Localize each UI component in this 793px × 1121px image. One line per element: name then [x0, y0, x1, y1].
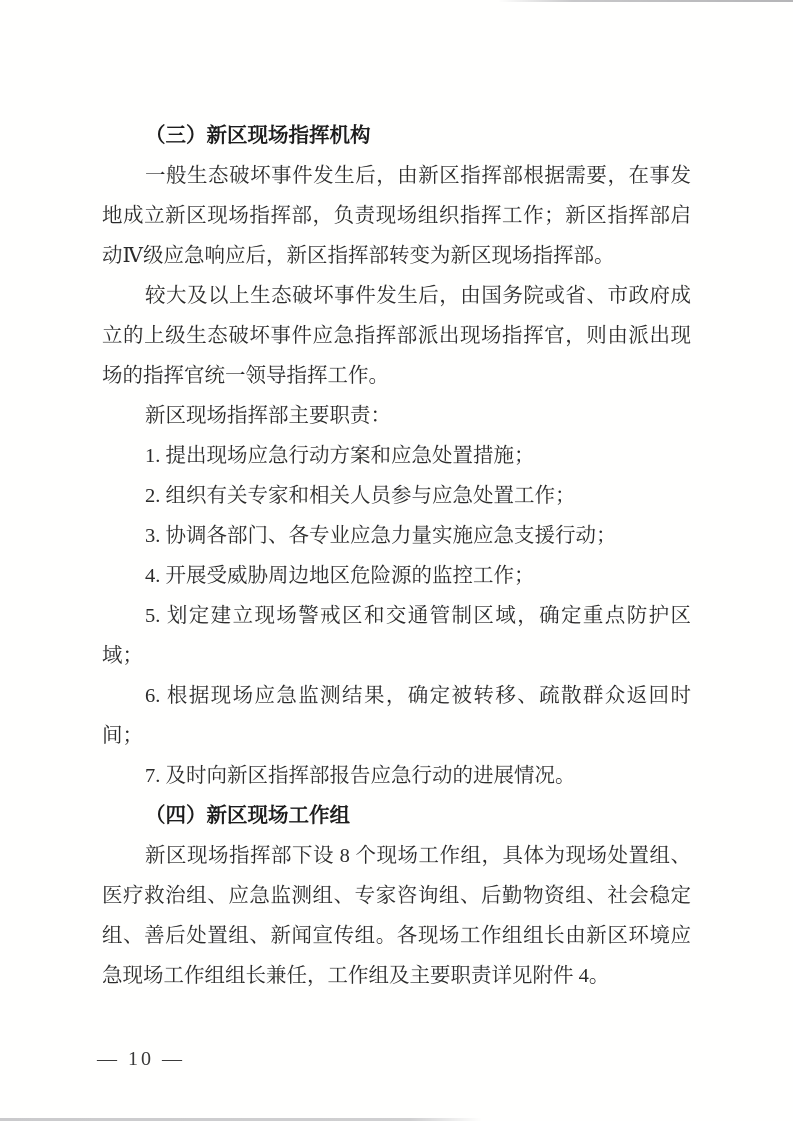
text-line: 域；: [102, 645, 143, 667]
text-line: 新区现场指挥部下设 8 个现场工作组，具体为现场处置组、: [145, 845, 691, 867]
text-line: 3. 协调各部门、各专业应急力量实施应急支援行动；: [145, 525, 617, 547]
text-line: 2. 组织有关专家和相关人员参与应急处置工作；: [145, 485, 576, 507]
text-line: 一般生态破坏事件发生后，由新区指挥部根据需要，在事发: [145, 165, 691, 187]
text-line: 4. 开展受威胁周边地区危险源的监控工作；: [145, 565, 535, 587]
text-line: 7. 及时向新区指挥部报告应急行动的进展情况。: [145, 765, 576, 787]
text-line: 急现场工作组组长兼任，工作组及主要职责详见附件 4。: [102, 965, 610, 987]
text-line: 组、善后处置组、新闻宣传组。各现场工作组组长由新区环境应: [102, 925, 691, 947]
text-line: 5. 划定建立现场警戒区和交通管制区域，确定重点防护区: [145, 605, 691, 627]
text-line: 场的指挥官统一领导指挥工作。: [102, 365, 389, 387]
document-body: [102, 116, 691, 996]
text-line: 较大及以上生态破坏事件发生后，由国务院或省、市政府成: [145, 285, 691, 307]
text-line: 1. 提出现场应急行动方案和应急处置措施；: [145, 445, 535, 467]
text-line: 间；: [102, 725, 143, 747]
text-line: 立的上级生态破坏事件应急指挥部派出现场指挥官，则由派出现: [102, 325, 691, 347]
section-heading: （三）新区现场指挥机构: [145, 125, 371, 147]
text-line: 医疗救治组、应急监测组、专家咨询组、后勤物资组、社会稳定: [102, 885, 691, 907]
text-line: 地成立新区现场指挥部，负责现场组织指挥工作；新区指挥部启: [102, 205, 691, 227]
section-heading: （四）新区现场工作组: [145, 805, 350, 827]
text-line: 6. 根据现场应急监测结果，确定被转移、疏散群众返回时: [145, 685, 691, 707]
scan-artifact-top-edge: [498, 0, 793, 2]
text-line: 新区现场指挥部主要职责：: [145, 405, 391, 427]
page-number: — 10 —: [97, 1048, 185, 1070]
text-line: 动Ⅳ级应急响应后，新区指挥部转变为新区现场指挥部。: [102, 245, 615, 267]
